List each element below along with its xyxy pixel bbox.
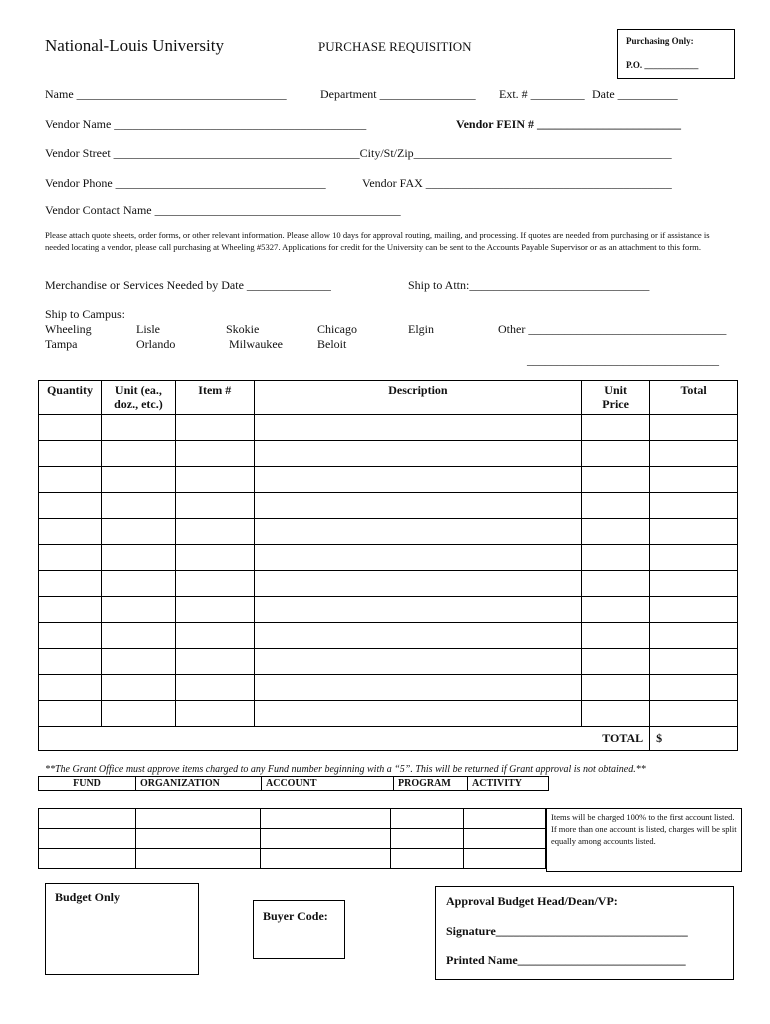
campus-other-field[interactable]: Other _________________________________	[498, 322, 727, 336]
approval-label: Approval Budget Head/Dean/VP:	[446, 894, 618, 908]
campus-tampa[interactable]: Tampa	[45, 337, 78, 351]
account-split-note: Items will be charged 100% to the first account listed. If more than one account is listed, charges will be split equally among accounts listed.	[546, 808, 742, 872]
campus-elgin[interactable]: Elgin	[408, 322, 434, 336]
unit-cell[interactable]	[101, 493, 175, 519]
col-description: Description	[254, 381, 581, 415]
signature-field[interactable]: Signature________________________________	[446, 924, 688, 938]
vendor-fax-field[interactable]: Vendor FAX _________________________________________	[362, 176, 672, 190]
col-total: Total	[650, 381, 738, 415]
unit-cell[interactable]	[101, 675, 175, 701]
item-number-cell[interactable]	[175, 467, 254, 493]
unit-cell[interactable]	[101, 467, 175, 493]
description-cell[interactable]	[254, 415, 581, 441]
table-row	[39, 467, 738, 493]
description-cell[interactable]	[254, 675, 581, 701]
buyer-code-box[interactable]	[253, 900, 345, 959]
quantity-cell[interactable]	[39, 519, 102, 545]
description-cell[interactable]	[254, 623, 581, 649]
total-cell[interactable]	[650, 701, 738, 727]
unit-cell[interactable]	[101, 519, 175, 545]
unit-price-cell[interactable]	[582, 571, 650, 597]
account-row	[39, 849, 546, 869]
unit-price-cell[interactable]	[582, 519, 650, 545]
table-row	[39, 675, 738, 701]
quantity-cell[interactable]	[39, 701, 102, 727]
item-number-cell[interactable]	[175, 519, 254, 545]
program-cell[interactable]	[391, 849, 464, 869]
campus-chicago[interactable]: Chicago	[317, 322, 357, 336]
item-number-cell[interactable]	[175, 441, 254, 467]
table-row	[39, 415, 738, 441]
total-cell[interactable]	[650, 519, 738, 545]
description-cell[interactable]	[254, 467, 581, 493]
organization-cell[interactable]	[136, 809, 261, 829]
item-number-cell[interactable]	[175, 597, 254, 623]
po-field[interactable]: P.O. ____________	[626, 60, 699, 70]
total-cell[interactable]	[650, 649, 738, 675]
university-name: National-Louis University	[45, 36, 224, 55]
needed-by-date-field[interactable]: Merchandise or Services Needed by Date ______________	[45, 278, 331, 292]
quantity-cell[interactable]	[39, 571, 102, 597]
unit-cell[interactable]	[101, 571, 175, 597]
campus-other-line-2[interactable]: ________________________________	[527, 353, 719, 367]
total-cell[interactable]	[650, 467, 738, 493]
item-number-cell[interactable]	[175, 493, 254, 519]
account-cell[interactable]	[261, 849, 391, 869]
quantity-cell[interactable]	[39, 441, 102, 467]
quantity-cell[interactable]	[39, 467, 102, 493]
campus-milwaukee[interactable]: Milwaukee	[229, 337, 283, 351]
col-account: ACCOUNT	[262, 777, 394, 791]
unit-price-cell[interactable]	[582, 701, 650, 727]
quantity-cell[interactable]	[39, 649, 102, 675]
activity-cell[interactable]	[464, 829, 546, 849]
quantity-cell[interactable]	[39, 623, 102, 649]
item-number-cell[interactable]	[175, 649, 254, 675]
col-unit-price-label: Unit Price	[602, 383, 629, 411]
unit-cell[interactable]	[101, 623, 175, 649]
item-number-cell[interactable]	[175, 675, 254, 701]
total-cell[interactable]	[650, 675, 738, 701]
ext-field[interactable]: Ext. # _________	[499, 87, 585, 101]
ship-to-attn-field[interactable]: Ship to Attn:______________________________	[408, 278, 650, 292]
col-unit-price	[582, 381, 650, 415]
item-number-cell[interactable]	[175, 623, 254, 649]
unit-cell[interactable]	[101, 597, 175, 623]
table-row	[39, 649, 738, 675]
unit-price-cell[interactable]	[582, 415, 650, 441]
col-item-number: Item #	[175, 381, 254, 415]
unit-price-cell[interactable]	[582, 493, 650, 519]
vendor-street-field[interactable]: Vendor Street _________________________________________City/St/Zip___________________________________________	[45, 146, 672, 160]
total-cell[interactable]	[650, 415, 738, 441]
approval-box	[435, 886, 734, 980]
item-number-cell[interactable]	[175, 701, 254, 727]
unit-price-cell[interactable]	[582, 545, 650, 571]
total-cell[interactable]	[650, 571, 738, 597]
items-total-row	[39, 727, 738, 751]
date-field[interactable]: Date __________	[592, 87, 678, 101]
col-unit	[101, 381, 175, 415]
vendor-fein-field[interactable]: Vendor FEIN # ________________________	[456, 117, 682, 131]
table-row	[39, 441, 738, 467]
activity-cell[interactable]	[464, 809, 546, 829]
unit-price-cell[interactable]	[582, 597, 650, 623]
program-cell[interactable]	[391, 809, 464, 829]
grant-notice: **The Grant Office must approve items charged to any Fund number beginning with a “5”. This will be returned if Grant approval is not obtained.**	[45, 764, 646, 775]
vendor-name-field[interactable]: Vendor Name __________________________________________	[45, 117, 367, 131]
description-cell[interactable]	[254, 519, 581, 545]
account-header-table	[38, 776, 549, 791]
activity-cell[interactable]	[464, 849, 546, 869]
unit-price-cell[interactable]	[582, 623, 650, 649]
total-cell[interactable]	[650, 597, 738, 623]
organization-cell[interactable]	[136, 849, 261, 869]
purchasing-only-label: Purchasing Only:	[626, 36, 694, 46]
program-cell[interactable]	[391, 829, 464, 849]
name-field[interactable]: Name ___________________________________	[45, 87, 287, 101]
account-cell[interactable]	[261, 829, 391, 849]
campus-wheeling[interactable]: Wheeling	[45, 322, 92, 336]
table-row	[39, 623, 738, 649]
ship-to-campus-label: Ship to Campus:	[45, 307, 126, 321]
instructions-note: Please attach quote sheets, order forms, or other relevant information. Please allow 10 days for approval routing, mailing, and processing. If quotes are needed from purchasing or if assistance is needed locating a vendor, please call purchasing at Wheeling #5327. Applications for credit for the University can be sent to the Accounts Payable Supervisor or as an attachment to this form.	[45, 230, 710, 252]
unit-cell[interactable]	[101, 701, 175, 727]
total-amount-field[interactable]: $	[650, 727, 738, 751]
fund-cell[interactable]	[39, 829, 136, 849]
account-table	[38, 808, 546, 869]
description-cell[interactable]	[254, 597, 581, 623]
items-table	[38, 380, 738, 751]
organization-cell[interactable]	[136, 829, 261, 849]
total-cell[interactable]	[650, 623, 738, 649]
table-row	[39, 597, 738, 623]
total-label: TOTAL	[39, 727, 650, 751]
account-row	[39, 809, 546, 829]
unit-cell[interactable]	[101, 441, 175, 467]
col-activity: ACTIVITY	[468, 777, 549, 791]
quantity-cell[interactable]	[39, 675, 102, 701]
table-row	[39, 701, 738, 727]
account-header-row	[39, 777, 549, 791]
unit-price-cell[interactable]	[582, 467, 650, 493]
budget-only-box	[45, 883, 199, 975]
quantity-cell[interactable]	[39, 415, 102, 441]
table-row	[39, 519, 738, 545]
buyer-code-label: Buyer Code:	[263, 909, 328, 923]
table-row	[39, 571, 738, 597]
description-cell[interactable]	[254, 545, 581, 571]
total-cell[interactable]	[650, 493, 738, 519]
unit-cell[interactable]	[101, 545, 175, 571]
quantity-cell[interactable]	[39, 493, 102, 519]
vendor-phone-field[interactable]: Vendor Phone ___________________________________	[45, 176, 326, 190]
unit-cell[interactable]	[101, 415, 175, 441]
description-cell[interactable]	[254, 649, 581, 675]
unit-cell[interactable]	[101, 649, 175, 675]
quantity-cell[interactable]	[39, 545, 102, 571]
total-cell[interactable]	[650, 441, 738, 467]
printed-name-field[interactable]: Printed Name____________________________	[446, 953, 686, 967]
unit-price-cell[interactable]	[582, 675, 650, 701]
unit-price-cell[interactable]	[582, 649, 650, 675]
table-row	[39, 545, 738, 571]
items-header-row	[39, 381, 738, 415]
purchasing-only-box	[617, 29, 735, 79]
description-cell[interactable]	[254, 701, 581, 727]
item-number-cell[interactable]	[175, 545, 254, 571]
col-program: PROGRAM	[394, 777, 468, 791]
department-field[interactable]: Department ________________	[320, 87, 476, 101]
description-cell[interactable]	[254, 571, 581, 597]
campus-lisle[interactable]: Lisle	[136, 322, 160, 336]
campus-orlando[interactable]: Orlando	[136, 337, 176, 351]
unit-price-cell[interactable]	[582, 441, 650, 467]
col-quantity: Quantity	[39, 381, 102, 415]
col-unit-label: Unit (ea., doz., etc.)	[114, 383, 163, 411]
col-fund: FUND	[39, 777, 136, 791]
form-title: PURCHASE REQUISITION	[318, 39, 472, 54]
item-number-cell[interactable]	[175, 571, 254, 597]
total-cell[interactable]	[650, 545, 738, 571]
account-row	[39, 829, 546, 849]
account-cell[interactable]	[261, 809, 391, 829]
description-cell[interactable]	[254, 493, 581, 519]
col-organization: ORGANIZATION	[136, 777, 262, 791]
table-row	[39, 493, 738, 519]
campus-beloit[interactable]: Beloit	[317, 337, 347, 351]
fund-cell[interactable]	[39, 849, 136, 869]
quantity-cell[interactable]	[39, 597, 102, 623]
item-number-cell[interactable]	[175, 415, 254, 441]
budget-only-label: Budget Only	[55, 890, 121, 904]
fund-cell[interactable]	[39, 809, 136, 829]
vendor-contact-field[interactable]: Vendor Contact Name _________________________________________	[45, 203, 401, 217]
description-cell[interactable]	[254, 441, 581, 467]
campus-skokie[interactable]: Skokie	[226, 322, 260, 336]
